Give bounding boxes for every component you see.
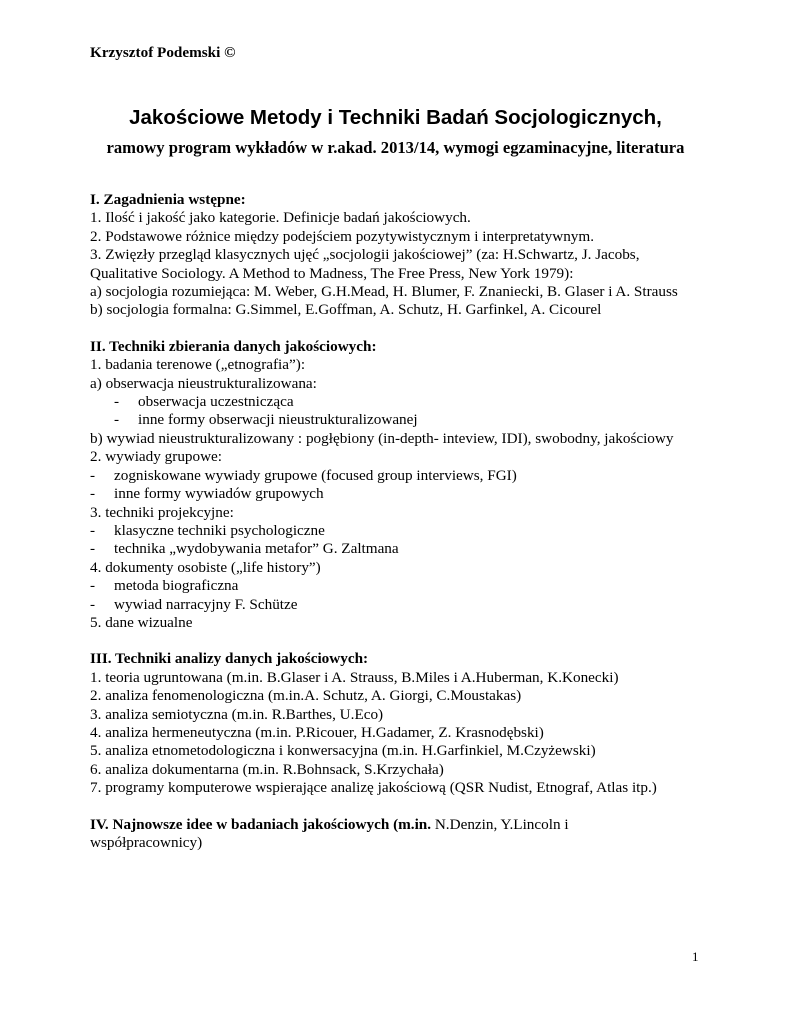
dash-mark: -: [114, 411, 120, 429]
section-4-paragraph: [90, 816, 650, 853]
author-line: Krzysztof Podemski ©: [90, 44, 236, 61]
section-2-line: 4. dokumenty osobiste („life history”): [90, 558, 321, 576]
section-2-bullet: [90, 522, 710, 540]
section-3-line: 5. analiza etnometodologiczna i konwersacyjna (m.in. H.Garfinkiel, M.Czyżewski): [90, 742, 596, 760]
section-1-heading: I. Zagadnienia wstępne:: [90, 191, 246, 208]
section-2-bullet: [90, 577, 710, 595]
section-4-heading: IV. Najnowsze idee w badaniach jakościowych (: [90, 815, 399, 833]
section-1-line: b) socjologia formalna: G.Simmel, E.Goffman, A. Schutz, H. Garfinkel, A. Cicourel: [90, 301, 602, 319]
dash-mark: -: [90, 595, 96, 613]
bullet-text: klasyczne techniki psychologiczne: [114, 521, 325, 539]
bullet-text: inne formy obserwacji nieustrukturalizowanej: [138, 411, 418, 429]
section-3-heading: III. Techniki analizy danych jakościowych:: [90, 650, 369, 668]
section-2-bullet: [90, 485, 710, 503]
spacer: [90, 798, 710, 816]
section-3-line: 1. teoria ugruntowana (m.in. B.Glaser i A. Strauss, B.Miles i A.Huberman, K.Konecki): [90, 668, 619, 686]
section-2-heading: II. Techniki zbierania danych jakościowych:: [90, 337, 377, 355]
section-1-line: 2. Podstawowe różnice między podejściem pozytywistycznym i interpretatywnym.: [90, 227, 595, 245]
section-1-line: 3. Zwięzły przegląd klasycznych ujęć „socjologii jakościowej” (za: H.Schwartz, J. Jacobs,: [90, 246, 640, 264]
dash-mark: -: [90, 485, 96, 503]
dash-mark: -: [90, 577, 96, 595]
section-2-bullet: [90, 467, 710, 485]
section-2-bullet: [90, 393, 710, 411]
bullet-text: wywiad narracyjny F. Schütze: [114, 595, 298, 613]
section-2-line: 3. techniki projekcyjne:: [90, 503, 234, 521]
section-2-line: a) obserwacja nieustrukturalizowana:: [90, 374, 317, 392]
section-2-bullet: [90, 596, 710, 614]
section-2-line: 5. dane wizualne: [90, 613, 193, 631]
section-4-heading-abbr: m.in.: [398, 815, 432, 833]
dash-mark: -: [90, 466, 96, 484]
document-body: [90, 191, 710, 852]
bullet-text: zogniskowane wywiady grupowe (focused group interviews, FGI): [114, 466, 517, 484]
section-1-line: Qualitative Sociology. A Method to Madness, The Free Press, New York 1979):: [90, 264, 574, 282]
section-2-line: 1. badania terenowe („etnografia”):: [90, 356, 306, 374]
section-4-text: N.Denzin, Y.Lincoln i współpracownicy): [90, 815, 569, 851]
spacer: [90, 632, 710, 650]
bullet-text: obserwacja uczestnicząca: [138, 393, 294, 411]
spacer: [90, 320, 710, 338]
bullet-text: metoda biograficzna: [114, 577, 239, 595]
section-2-line: b) wywiad nieustrukturalizowany : pogłębiony (in-depth- inteview, IDI), swobodny, jakościowy: [90, 429, 674, 447]
dash-mark: -: [90, 521, 96, 539]
section-3-line: 4. analiza hermeneutyczna (m.in. P.Ricouer, H.Gadamer, Z. Krasnodębski): [90, 723, 544, 741]
section-1-line: a) socjologia rozumiejąca: M. Weber, G.H.Mead, H. Blumer, F. Znaniecki, B. Glaser i A. Strauss: [90, 283, 678, 301]
section-3-line: 6. analiza dokumentarna (m.in. R.Bohnsack, S.Krzychała): [90, 760, 444, 778]
page-number: 1: [692, 949, 699, 964]
section-1-line: 1. Ilość i jakość jako kategorie. Definicje badań jakościowych.: [90, 209, 471, 227]
document-subtitle: ramowy program wykładów w r.akad. 2013/14, wymogi egzaminacyjne, literatura: [106, 138, 685, 157]
section-2-bullet: [90, 540, 710, 558]
section-3-line: 7. programy komputerowe wspierające analizę jakościową (QSR Nudist, Etnograf, Atlas itp.): [90, 779, 657, 797]
bullet-text: technika „wydobywania metafor” G. Zaltmana: [114, 540, 399, 558]
document-title: Jakościowe Metody i Techniki Badań Socjologicznych,: [129, 106, 662, 129]
dash-mark: -: [114, 393, 120, 411]
section-3-line: 3. analiza semiotyczna (m.in. R.Barthes, U.Eco): [90, 705, 384, 723]
section-2-bullet: [90, 411, 710, 429]
bullet-text: inne formy wywiadów grupowych: [114, 485, 324, 503]
dash-mark: -: [90, 540, 96, 558]
section-2-line: 2. wywiady grupowe:: [90, 448, 223, 466]
section-3-line: 2. analiza fenomenologiczna (m.in.A. Schutz, A. Giorgi, C.Moustakas): [90, 687, 522, 705]
